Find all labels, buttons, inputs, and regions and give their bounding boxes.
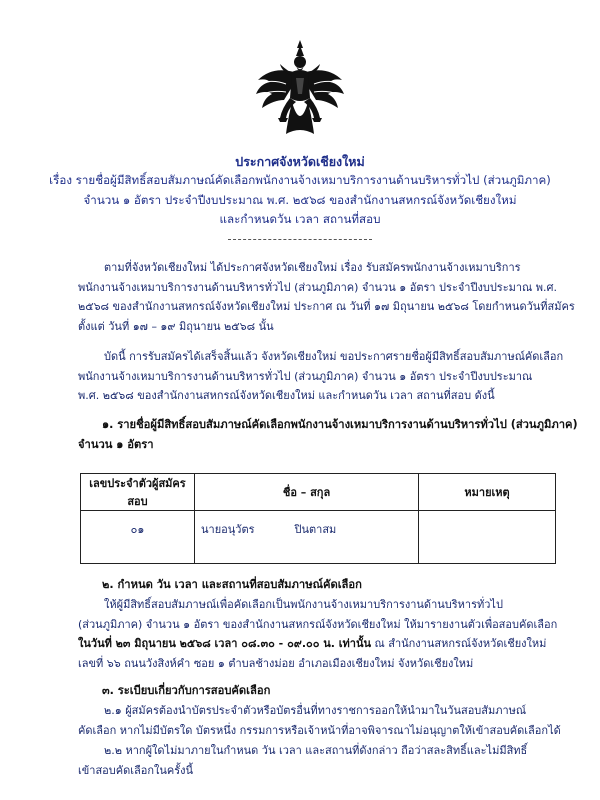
paragraph-line: ตั้งแต่ วันที่ ๑๗ – ๑๙ มิถุนายน ๒๕๖๘ นั้น xyxy=(78,319,274,333)
section-1-heading xyxy=(78,415,578,455)
section-2-body xyxy=(78,595,558,673)
column-header-remark: หมายเหตุ xyxy=(419,474,556,511)
cell-remark xyxy=(419,511,556,564)
section-heading-line: ๑. รายชื่อผู้มีสิทธิ์สอบสัมภาษณ์คัดเลือกพนักงานจ้างเหมาบริการงานด้านบริหารทั่วไป (ส่วนภูมิภาค) xyxy=(102,418,578,431)
paragraph-line: ๒.๑ ผู้สมัครต้องนำบัตรประจำตัวหรือบัตรอื่นที่ทางราชการออกให้นำมาในวันสอบสัมภาษณ์ xyxy=(104,704,527,717)
paragraph-line: คัดเลือก หากไม่มีบัตรใด บัตรหนึ่ง กรรมการหรือเจ้าหน้าที่อาจพิจารณาไม่อนุญาตให้เข้าสอบคัดเลือกได้ xyxy=(78,723,561,737)
header-divider xyxy=(228,239,372,240)
paragraph-line: ๒๕๖๘ ของสำนักงานสหกรณ์จังหวัดเชียงใหม่ ประกาศ ณ วันที่ ๑๗ มิถุนายน ๒๕๖๘ โดยกำหนดวันที่สมัคร xyxy=(78,300,575,313)
subject-line: จำนวน ๑ อัตรา ประจำปีงบประมาณ พ.ศ. ๒๕๖๘ ของสำนักงานสหกรณ์จังหวัดเชียงใหม่ xyxy=(83,192,517,207)
paragraph-line: พนักงานจ้างเหมาบริการงานด้านบริหารทั่วไป (ส่วนภูมิภาค) จำนวน ๑ อัตรา ประจำปีงบประมาณ xyxy=(78,369,533,383)
table-row xyxy=(81,511,556,564)
column-header-name: ชื่อ – สกุล xyxy=(195,474,419,511)
section-3-heading: ๓. ระเบียบเกี่ยวกับการสอบคัดเลือก xyxy=(102,684,271,697)
first-name: นายอนุวัตร xyxy=(201,523,255,536)
section-2-heading: ๒. กำหนด วัน เวลา และสถานที่สอบสัมภาษณ์คัดเลือก xyxy=(102,578,362,591)
document-title: ประกาศจังหวัดเชียงใหม่ xyxy=(235,154,365,169)
paragraph-line xyxy=(78,634,558,654)
paragraph-line: เลขที่ ๖๖ ถนนวังสิงห์คำ ซอย ๑ ตำบลช้างม่อย อำเภอเมืองเชียงใหม่ จังหวัดเชียงใหม่ xyxy=(78,656,474,670)
exam-date-time: ในวันที่ ๒๓ มิถุนายน ๒๕๖๘ เวลา ๐๘.๓๐ - ๐๙.๐๐ น. เท่านั้น xyxy=(78,637,372,650)
intro-paragraph-1 xyxy=(78,258,575,336)
section-3-item-1 xyxy=(78,701,561,740)
paragraph-line: ให้ผู้มีสิทธิ์สอบสัมภาษณ์เพื่อคัดเลือกเป็นพนักงานจ้างเหมาบริการงานด้านบริหารทั่วไป xyxy=(104,598,503,611)
subject-line: และกำหนดวัน เวลา สถานที่สอบ xyxy=(219,212,381,226)
document-subject xyxy=(40,171,560,230)
paragraph-line: (ส่วนภูมิภาค) จำนวน ๑ อัตรา ของสำนักงานสหกรณ์จังหวัดเชียงใหม่ ให้มารายงานตัวเพื่อสอบคัดเลือก xyxy=(78,617,558,631)
cell-applicant-id: ๐๑ xyxy=(81,511,195,564)
section-heading-line: จำนวน ๑ อัตรา xyxy=(78,438,154,451)
table-header-row xyxy=(81,474,556,511)
last-name: ปินตาสม xyxy=(294,523,337,536)
cell-name xyxy=(195,511,419,564)
candidate-table xyxy=(80,473,556,564)
paragraph-line: ๒.๒ หากผู้ใดไม่มาภายในกำหนด วัน เวลา และสถานที่ดังกล่าว ถือว่าสละสิทธิ์และไม่มีสิทธิ์ xyxy=(104,744,528,757)
paragraph-line: พนักงานจ้างเหมาบริการงานด้านบริหารทั่วไป (ส่วนภูมิภาค) จำนวน ๑ อัตรา ประจำปีงบประมาณ พ.ศ. xyxy=(78,280,557,294)
column-header-applicant-id: เลขประจำตัวผู้สมัครสอบ xyxy=(81,474,195,511)
garuda-emblem-icon xyxy=(252,38,348,142)
paragraph-line: เข้าสอบคัดเลือกในครั้งนี้ xyxy=(78,763,194,777)
paragraph-line: ตามที่จังหวัดเชียงใหม่ ได้ประกาศจังหวัดเชียงใหม่ เรื่อง รับสมัครพนักงานจ้างเหมาบริการ xyxy=(104,261,521,274)
paragraph-line: บัดนี้ การรับสมัครได้เสร็จสิ้นแล้ว จังหวัดเชียงใหม่ ขอประกาศรายชื่อผู้มีสิทธิ์สอบสัมภาษณ์คัดเลือก xyxy=(104,350,564,363)
section-3-item-2 xyxy=(78,741,558,780)
exam-location: ณ สำนักงานสหกรณ์จังหวัดเชียงใหม่ xyxy=(371,637,547,650)
intro-paragraph-2 xyxy=(78,347,564,406)
subject-line: เรื่อง รายชื่อผู้มีสิทธิ์สอบสัมภาษณ์คัดเลือกพนักงานจ้างเหมาบริการงานด้านบริหารทั่วไป (ส่วนภูมิภาค) xyxy=(49,173,551,187)
paragraph-line: พ.ศ. ๒๕๖๘ ของสำนักงานสหกรณ์จังหวัดเชียงใหม่ และกำหนดวัน เวลา สถานที่สอบ ดังนี้ xyxy=(78,389,495,402)
